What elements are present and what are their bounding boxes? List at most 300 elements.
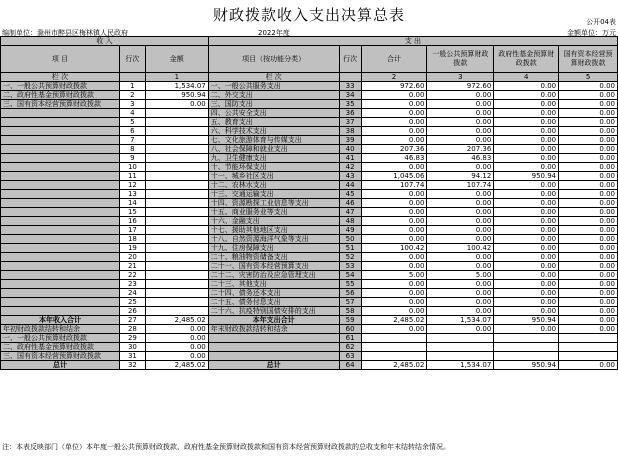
- total-value: 0.00: [361, 217, 427, 226]
- gov-fund-value: 0.00: [494, 136, 559, 145]
- total-value: 0.00: [361, 325, 427, 334]
- state-capital-value: [559, 352, 618, 361]
- state-capital-value: 0.00: [559, 154, 618, 163]
- state-capital-value: 0.00: [559, 181, 618, 190]
- right-row-no: 37: [339, 118, 361, 127]
- col-gov-fund: 政府性基金预算财政拨款: [494, 46, 559, 73]
- gov-fund-value: 0.00: [494, 325, 559, 334]
- left-item: [1, 271, 120, 280]
- general-value: 0.00: [427, 109, 494, 118]
- state-capital-value: 0.00: [559, 109, 618, 118]
- col-item: 项 目: [1, 46, 120, 73]
- table-row: [1, 352, 618, 361]
- left-item: 二、政府性基金预算财政拨款: [1, 343, 120, 352]
- state-capital-value: 0.00: [559, 235, 618, 244]
- general-value: 0.00: [427, 280, 494, 289]
- general-value: 0.00: [427, 235, 494, 244]
- left-item: 年初财政拨款结转和结余: [1, 325, 120, 334]
- general-value: 207.36: [427, 145, 494, 154]
- left-amount: 0.00: [145, 352, 208, 361]
- total-value: [361, 343, 427, 352]
- right-row-no: 51: [339, 244, 361, 253]
- table-row: [1, 271, 618, 280]
- table-row: [1, 235, 618, 244]
- left-row-no: 27: [119, 316, 145, 325]
- gov-fund-value: [494, 343, 559, 352]
- state-capital-value: 0.00: [559, 226, 618, 235]
- report-year: 2022年度: [258, 29, 290, 37]
- total-value: 0.00: [361, 226, 427, 235]
- state-capital-value: 0.00: [559, 325, 618, 334]
- right-row-no: 46: [339, 199, 361, 208]
- general-value: 0.00: [427, 325, 494, 334]
- right-row-no: 58: [339, 307, 361, 316]
- left-row-no: 24: [119, 289, 145, 298]
- col-row-no-right: 行次: [339, 46, 361, 73]
- left-amount: [145, 271, 208, 280]
- total-value: 2,485.02: [361, 316, 427, 325]
- right-row-no: 38: [339, 127, 361, 136]
- left-amount: 2,485.02: [145, 361, 208, 370]
- left-row-no: 11: [119, 172, 145, 181]
- left-row-no: 21: [119, 262, 145, 271]
- right-row-no: 33: [339, 82, 361, 91]
- table-row: [1, 100, 618, 109]
- right-item: 二十六、抗疫特别国债安排的支出: [208, 307, 339, 316]
- right-item: 十六、金融支出: [208, 217, 339, 226]
- left-row-no: 7: [119, 136, 145, 145]
- general-value: 0.00: [427, 190, 494, 199]
- left-item: [1, 253, 120, 262]
- total-value: 0.00: [361, 199, 427, 208]
- right-row-no: 47: [339, 208, 361, 217]
- gov-fund-value: 0.00: [494, 217, 559, 226]
- state-capital-value: 0.00: [559, 91, 618, 100]
- total-value: 5.00: [361, 271, 427, 280]
- left-amount: [145, 244, 208, 253]
- left-row-no: 9: [119, 154, 145, 163]
- general-value: [427, 334, 494, 343]
- total-value: [361, 352, 427, 361]
- right-row-no: 54: [339, 271, 361, 280]
- gov-fund-value: 0.00: [494, 280, 559, 289]
- general-value: 100.42: [427, 244, 494, 253]
- total-value: 0.00: [361, 307, 427, 316]
- left-amount: [145, 226, 208, 235]
- state-capital-value: 0.00: [559, 190, 618, 199]
- left-item: [1, 244, 120, 253]
- gov-fund-value: 0.00: [494, 181, 559, 190]
- col-func-item: 项目（按功能分类）: [208, 46, 339, 73]
- left-row-no: 1: [119, 82, 145, 91]
- right-item: 二十五、债务付息支出: [208, 298, 339, 307]
- state-capital-value: 0.00: [559, 217, 618, 226]
- left-item: [1, 208, 120, 217]
- col-amount: 金额: [145, 46, 208, 73]
- header-row-sections: [1, 37, 618, 46]
- idx-3: 3: [427, 73, 494, 82]
- left-item: [1, 154, 120, 163]
- general-value: 0.00: [427, 163, 494, 172]
- expense-header: 支 出: [208, 37, 617, 46]
- state-capital-value: 0.00: [559, 289, 618, 298]
- table-row: [1, 316, 618, 325]
- gov-fund-value: 0.00: [494, 91, 559, 100]
- lanci-left: 栏 次: [1, 73, 120, 82]
- left-amount: [145, 190, 208, 199]
- right-item: 五、教育支出: [208, 118, 339, 127]
- footnote: 注：本表反映部门（单位）本年度一般公共预算财政拨款、政府性基金预算财政拨款和国有资本经营预算财政拨款的总收支和年末结转结余情况。: [2, 443, 450, 451]
- total-value: 0.00: [361, 136, 427, 145]
- left-item: 总计: [1, 361, 120, 370]
- right-row-no: 56: [339, 289, 361, 298]
- total-value: 0.00: [361, 253, 427, 262]
- left-amount: 0.00: [145, 343, 208, 352]
- general-value: 107.74: [427, 181, 494, 190]
- left-row-no: 10: [119, 163, 145, 172]
- gov-fund-value: 0.00: [494, 208, 559, 217]
- right-item: 本年支出合计: [208, 316, 339, 325]
- left-row-no: 12: [119, 181, 145, 190]
- total-value: 0.00: [361, 208, 427, 217]
- right-row-no: 34: [339, 91, 361, 100]
- table-row: [1, 280, 618, 289]
- gov-fund-value: 0.00: [494, 163, 559, 172]
- left-row-no: 5: [119, 118, 145, 127]
- general-value: [427, 352, 494, 361]
- left-amount: 950.94: [145, 91, 208, 100]
- right-item: 十、节能环保支出: [208, 163, 339, 172]
- total-value: 0.00: [361, 235, 427, 244]
- left-row-no: 26: [119, 307, 145, 316]
- gov-fund-value: [494, 334, 559, 343]
- state-capital-value: 0.00: [559, 118, 618, 127]
- amount-unit: 金额单位：万元: [567, 29, 616, 37]
- left-amount: [145, 163, 208, 172]
- right-item: 二十四、债务还本支出: [208, 289, 339, 298]
- state-capital-value: 0.00: [559, 361, 618, 370]
- state-capital-value: 0.00: [559, 127, 618, 136]
- right-row-no: 45: [339, 190, 361, 199]
- state-capital-value: 0.00: [559, 262, 618, 271]
- general-value: 0.00: [427, 91, 494, 100]
- right-item: 一、一般公共服务支出: [208, 82, 339, 91]
- left-row-no: 31: [119, 352, 145, 361]
- left-row-no: 18: [119, 235, 145, 244]
- state-capital-value: 0.00: [559, 82, 618, 91]
- left-item: [1, 289, 120, 298]
- right-row-no: 39: [339, 136, 361, 145]
- total-value: 207.36: [361, 145, 427, 154]
- header-row-columns: [1, 46, 618, 73]
- left-amount: 0.00: [145, 325, 208, 334]
- right-row-no: 53: [339, 262, 361, 271]
- left-item: [1, 181, 120, 190]
- general-value: 0.00: [427, 262, 494, 271]
- general-value: 0.00: [427, 289, 494, 298]
- gov-fund-value: 0.00: [494, 298, 559, 307]
- left-amount: 2,485.02: [145, 316, 208, 325]
- state-capital-value: 0.00: [559, 244, 618, 253]
- total-value: 107.74: [361, 181, 427, 190]
- total-value: 0.00: [361, 262, 427, 271]
- left-amount: [145, 127, 208, 136]
- general-value: 0.00: [427, 118, 494, 127]
- budget-table: [0, 36, 618, 370]
- table-row: [1, 217, 618, 226]
- right-row-no: 41: [339, 154, 361, 163]
- gov-fund-value: [494, 352, 559, 361]
- right-item: 二十二、灾害防治及应急管理支出: [208, 271, 339, 280]
- general-value: 0.00: [427, 307, 494, 316]
- total-value: 0.00: [361, 190, 427, 199]
- left-item: [1, 145, 120, 154]
- left-row-no: 23: [119, 280, 145, 289]
- table-row: [1, 361, 618, 370]
- left-item: [1, 118, 120, 127]
- gov-fund-value: 0.00: [494, 307, 559, 316]
- left-amount: [145, 253, 208, 262]
- gov-fund-value: 0.00: [494, 82, 559, 91]
- left-item: [1, 163, 120, 172]
- left-row-no: 8: [119, 145, 145, 154]
- table-row: [1, 91, 618, 100]
- table-row: [1, 163, 618, 172]
- right-row-no: 42: [339, 163, 361, 172]
- table-row: [1, 199, 618, 208]
- gov-fund-value: 0.00: [494, 109, 559, 118]
- state-capital-value: [559, 334, 618, 343]
- left-amount: 1,534.07: [145, 82, 208, 91]
- gov-fund-value: 0.00: [494, 262, 559, 271]
- general-value: 0.00: [427, 136, 494, 145]
- gov-fund-value: 0.00: [494, 118, 559, 127]
- state-capital-value: 0.00: [559, 199, 618, 208]
- general-value: 46.83: [427, 154, 494, 163]
- left-amount: [145, 307, 208, 316]
- general-value: 0.00: [427, 226, 494, 235]
- left-item: 三、国有资本经营预算财政拨款: [1, 352, 120, 361]
- gov-fund-value: 0.00: [494, 100, 559, 109]
- gov-fund-value: 950.94: [494, 316, 559, 325]
- left-item: 一、一般公共预算财政拨款: [1, 82, 120, 91]
- right-row-no: 55: [339, 280, 361, 289]
- total-value: 0.00: [361, 298, 427, 307]
- left-row-no: 3: [119, 100, 145, 109]
- left-item: [1, 226, 120, 235]
- total-value: 0.00: [361, 289, 427, 298]
- left-row-no: 4: [119, 109, 145, 118]
- general-value: 94.12: [427, 172, 494, 181]
- table-row: [1, 136, 618, 145]
- right-item: 十九、住房保障支出: [208, 244, 339, 253]
- left-item: 二、政府性基金预算财政拨款: [1, 91, 120, 100]
- left-row-no: 30: [119, 343, 145, 352]
- table-row: [1, 244, 618, 253]
- table-row: [1, 154, 618, 163]
- right-row-no: 44: [339, 181, 361, 190]
- table-row: [1, 82, 618, 91]
- general-value: [427, 343, 494, 352]
- state-capital-value: 0.00: [559, 271, 618, 280]
- left-row-no: 20: [119, 253, 145, 262]
- gov-fund-value: 0.00: [494, 199, 559, 208]
- table-row: [1, 127, 618, 136]
- table-row: [1, 190, 618, 199]
- right-item: 年末财政拨款结转和结余: [208, 325, 339, 334]
- general-value: 0.00: [427, 127, 494, 136]
- gov-fund-value: 0.00: [494, 271, 559, 280]
- left-item: [1, 235, 120, 244]
- left-row-no: 17: [119, 226, 145, 235]
- general-value: 0.00: [427, 199, 494, 208]
- gov-fund-value: 0.00: [494, 253, 559, 262]
- left-amount: [145, 172, 208, 181]
- gov-fund-value: 0.00: [494, 145, 559, 154]
- general-value: 972.60: [427, 82, 494, 91]
- right-row-no: 63: [339, 352, 361, 361]
- right-item: 总计: [208, 361, 339, 370]
- state-capital-value: 0.00: [559, 163, 618, 172]
- left-amount: [145, 208, 208, 217]
- table-row: [1, 109, 618, 118]
- general-value: 0.00: [427, 253, 494, 262]
- header-row-index: [1, 73, 618, 82]
- right-row-no: 48: [339, 217, 361, 226]
- right-item: 三、国防支出: [208, 100, 339, 109]
- left-row-no: 25: [119, 298, 145, 307]
- left-amount: [145, 280, 208, 289]
- total-value: 0.00: [361, 118, 427, 127]
- left-row-no: 6: [119, 127, 145, 136]
- gov-fund-value: 0.00: [494, 226, 559, 235]
- general-value: 5.00: [427, 271, 494, 280]
- gov-fund-value: 0.00: [494, 127, 559, 136]
- total-value: 0.00: [361, 280, 427, 289]
- state-capital-value: 0.00: [559, 136, 618, 145]
- right-item: 二十三、其他支出: [208, 280, 339, 289]
- gov-fund-value: 0.00: [494, 154, 559, 163]
- idx-5: 5: [559, 73, 618, 82]
- left-row-no: 22: [119, 271, 145, 280]
- left-item: 三、国有资本经营预算财政拨款: [1, 100, 120, 109]
- state-capital-value: 0.00: [559, 307, 618, 316]
- state-capital-value: 0.00: [559, 100, 618, 109]
- table-row: [1, 226, 618, 235]
- table-row: [1, 307, 618, 316]
- table-row: [1, 172, 618, 181]
- general-value: 1,534.07: [427, 316, 494, 325]
- state-capital-value: 0.00: [559, 316, 618, 325]
- col-state-capital: 国有资本经营预算财政拨款: [559, 46, 618, 73]
- idx-2: 2: [361, 73, 427, 82]
- right-item: 二十、粮油物资储备支出: [208, 253, 339, 262]
- left-amount: 0.00: [145, 334, 208, 343]
- right-item: 十一、城乡社区支出: [208, 172, 339, 181]
- total-value: 0.00: [361, 91, 427, 100]
- left-item: [1, 109, 120, 118]
- left-amount: [145, 289, 208, 298]
- right-row-no: 61: [339, 334, 361, 343]
- state-capital-value: 0.00: [559, 208, 618, 217]
- total-value: [361, 334, 427, 343]
- left-item: [1, 262, 120, 271]
- right-row-no: 64: [339, 361, 361, 370]
- left-amount: [145, 145, 208, 154]
- idx-4: 4: [494, 73, 559, 82]
- left-row-no: 28: [119, 325, 145, 334]
- table-row: [1, 181, 618, 190]
- right-item: 十四、资源勘探工业信息等支出: [208, 199, 339, 208]
- left-item: [1, 199, 120, 208]
- total-value: 0.00: [361, 109, 427, 118]
- right-row-no: 60: [339, 325, 361, 334]
- col-total: 合计: [361, 46, 427, 73]
- right-item: [208, 343, 339, 352]
- total-value: 1,045.06: [361, 172, 427, 181]
- gov-fund-value: 0.00: [494, 190, 559, 199]
- left-item: [1, 298, 120, 307]
- report-title: 财政拨款收入支出决算总表: [212, 6, 405, 24]
- left-item: [1, 217, 120, 226]
- state-capital-value: [559, 343, 618, 352]
- left-row-no: 14: [119, 199, 145, 208]
- general-value: 0.00: [427, 298, 494, 307]
- table-row: [1, 334, 618, 343]
- total-value: 972.60: [361, 82, 427, 91]
- general-value: 0.00: [427, 208, 494, 217]
- table-row: [1, 145, 618, 154]
- right-item: 二、外交支出: [208, 91, 339, 100]
- table-row: [1, 262, 618, 271]
- gov-fund-value: 950.94: [494, 172, 559, 181]
- table-code: 公开04表: [586, 18, 616, 26]
- left-row-no: 2: [119, 91, 145, 100]
- left-row-no: 19: [119, 244, 145, 253]
- right-item: [208, 352, 339, 361]
- table-row: [1, 343, 618, 352]
- state-capital-value: 0.00: [559, 298, 618, 307]
- left-item: [1, 190, 120, 199]
- table-row: [1, 118, 618, 127]
- general-value: 1,534.07: [427, 361, 494, 370]
- right-row-no: 49: [339, 226, 361, 235]
- left-amount: [145, 298, 208, 307]
- left-item: 一、一般公共预算财政拨款: [1, 334, 120, 343]
- right-item: 十三、交通运输支出: [208, 190, 339, 199]
- total-value: 2,485.02: [361, 361, 427, 370]
- table-row: [1, 325, 618, 334]
- right-item: 四、公共安全支出: [208, 109, 339, 118]
- gov-fund-value: 0.00: [494, 289, 559, 298]
- table-row: [1, 253, 618, 262]
- left-item: [1, 127, 120, 136]
- general-value: 0.00: [427, 217, 494, 226]
- left-row-no: 13: [119, 190, 145, 199]
- left-amount: [145, 217, 208, 226]
- left-item: [1, 280, 120, 289]
- table-row: [1, 298, 618, 307]
- right-row-no: 35: [339, 100, 361, 109]
- state-capital-value: 0.00: [559, 253, 618, 262]
- right-item: 八、社会保障和就业支出: [208, 145, 339, 154]
- right-row-no: 62: [339, 343, 361, 352]
- left-row-no: 15: [119, 208, 145, 217]
- gov-fund-value: 0.00: [494, 235, 559, 244]
- left-amount: [145, 181, 208, 190]
- total-value: 0.00: [361, 100, 427, 109]
- right-row-no: 52: [339, 253, 361, 262]
